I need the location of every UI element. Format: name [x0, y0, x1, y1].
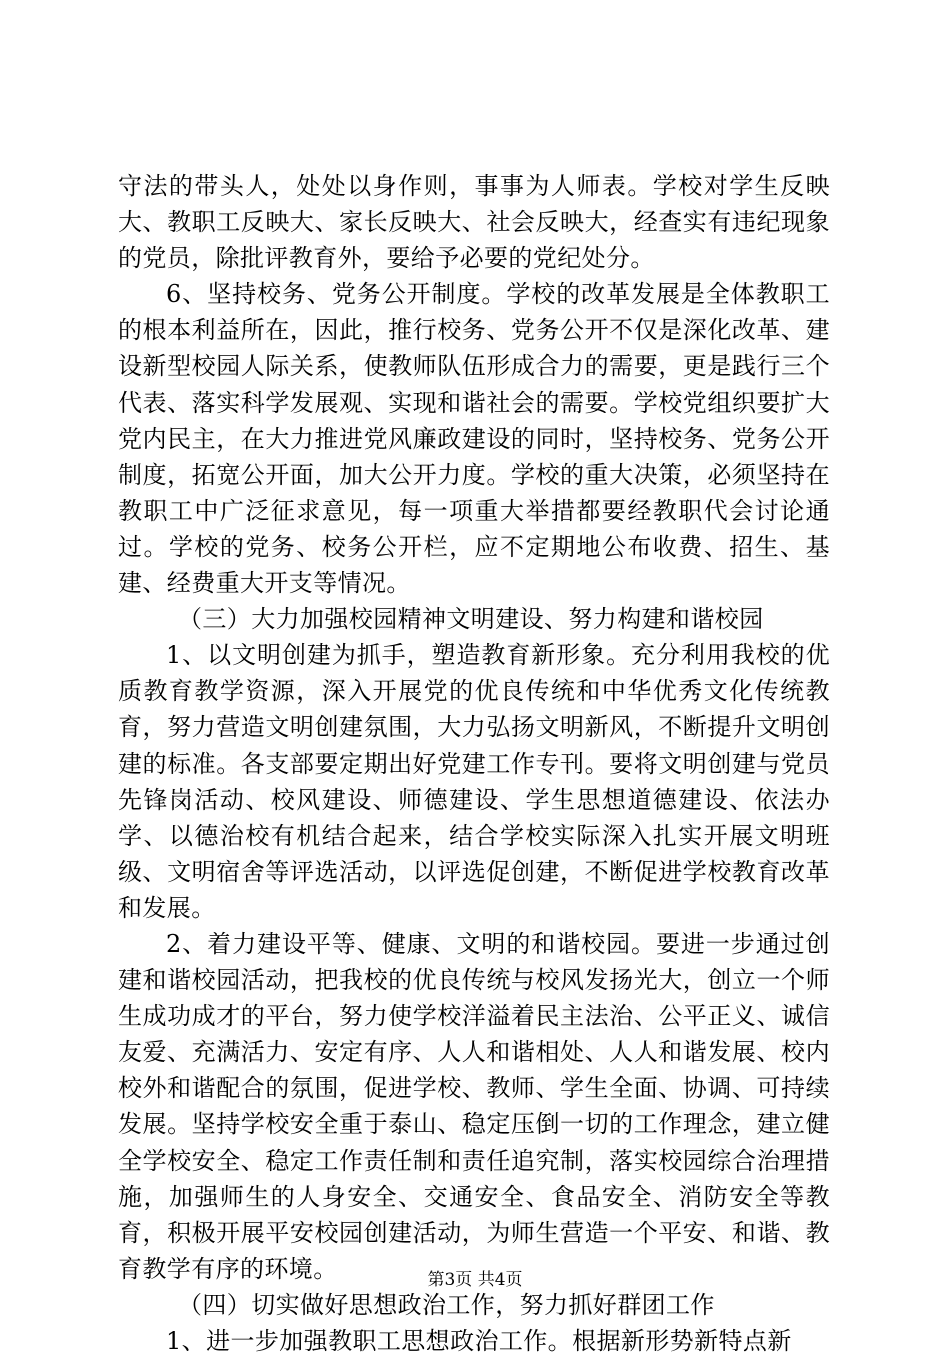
paragraph-section4-item-1: 1、进一步加强教职工思想政治工作。根据新形势新特点新 [166, 1327, 792, 1355]
document-body [118, 168, 830, 1359]
paragraph-item-6: 6、坚持校务、党务公开制度。学校的改革发展是全体教职工的根本利益所在，因此，推行校务、党务公开不仅是深化改革、建设新型校园人际关系，使教师队伍形成合力的需要，更是践行三个代表、落实科学发展观、实现和谐社会的需要。学校党组织要扩大党内民主，在大力推进党风廉政建设的同时，坚持校务、党务公开制度，拓宽公开面，加大公开力度。学校的重大决策，必须坚持在教职工中广泛征求意见，每一项重大举措都要经教职代会讨论通过。学校的党务、校务公开栏，应不定期地公布收费、招生、基建、经费重大开支等情况。 [118, 280, 830, 598]
section-heading-3: （三）大力加强校园精神文明建设、努力构建和谐校园 [178, 605, 764, 634]
section-heading-4: （四）切实做好思想政治工作，努力抓好群团工作 [178, 1290, 715, 1319]
paragraph-section3-item-2: 2、着力建设平等、健康、文明的和谐校园。要进一步通过创建和谐校园活动，把我校的优良传统与校风发扬光大，创立一个师生成功成才的平台，努力使学校洋溢着民主法治、公平正义、诚信友爱、充满活力、安定有序、人人和谐相处、人人和谐发展、校内校外和谐配合的氛围，促进学校、教师、学生全面、协调、可持续发展。坚持学校安全重于泰山、稳定压倒一切的工作理念，建立健全学校安全、稳定工作责任制和责任追究制，落实校园综合治理措施，加强师生的人身安全、交通安全、食品安全、消防安全等教育，积极开展平安校园创建活动，为师生营造一个平安、和谐、教育教学有序的环境。 [118, 929, 830, 1283]
paragraph-section3-item-1: 1、以文明创建为抓手，塑造教育新形象。充分利用我校的优质教育教学资源，深入开展党的优良传统和中华优秀文化传统教育，努力营造文明创建氛围，大力弘扬文明新风，不断提升文明创建的标准。各支部要定期出好党建工作专刊。要将文明创建与党员先锋岗活动、校风建设、师德建设、学生思想道德建设、依法办学、以德治校有机结合起来，结合学校实际深入扎实开展文明班级、文明宿舍等评选活动，以评选促创建，不断促进学校教育改革和发展。 [118, 641, 830, 922]
paragraph-continued: 守法的带头人，处处以身作则，事事为人师表。学校对学生反映大、教职工反映大、家长反映大、社会反映大，经查实有违纪现象的党员，除批评教育外，要给予必要的党纪处分。 [118, 172, 830, 273]
page-number-footer: 第3页 共4页 [427, 1270, 523, 1290]
